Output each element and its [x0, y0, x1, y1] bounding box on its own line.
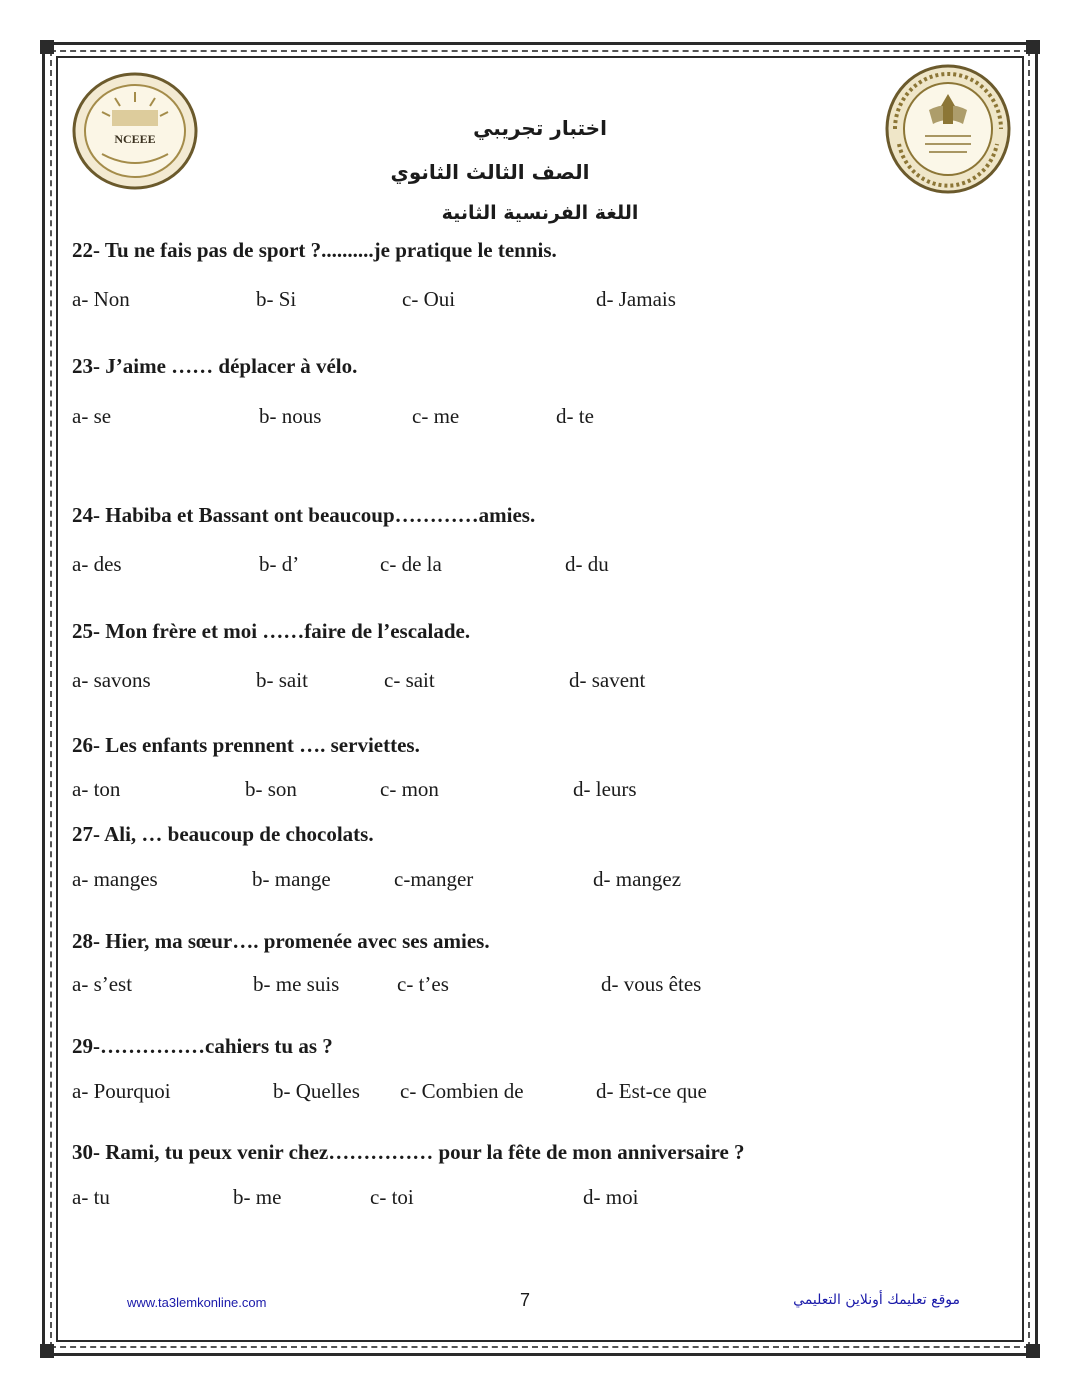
question-24: 24- Habiba et Bassant ont beaucoup…………amies. — [72, 503, 536, 527]
option-b[interactable]: b- son — [245, 777, 297, 801]
option-c[interactable]: c- Oui — [402, 287, 456, 311]
option-b[interactable]: b- Quelles — [273, 1079, 360, 1103]
option-d[interactable]: d- mangez — [593, 867, 682, 891]
border-corner — [40, 40, 54, 54]
option-b[interactable]: b- d’ — [259, 552, 300, 576]
option-c[interactable]: c- me — [412, 404, 460, 428]
border-corner — [40, 1344, 54, 1358]
option-d[interactable]: d- Jamais — [596, 287, 676, 311]
border-corner — [1026, 40, 1040, 54]
logo-text: NCEEE — [114, 132, 156, 146]
option-c[interactable]: c- sait — [384, 668, 435, 692]
option-d[interactable]: d- du — [565, 552, 609, 576]
option-c[interactable]: c- de la — [380, 552, 442, 576]
option-a[interactable]: a- des — [72, 552, 122, 576]
option-d[interactable]: d- te — [556, 404, 594, 428]
option-a[interactable]: a- savons — [72, 668, 151, 692]
question-29: 29-……………cahiers tu as ? — [72, 1034, 333, 1058]
option-b[interactable]: b- Si — [256, 287, 297, 311]
option-a[interactable]: a- se — [72, 404, 112, 428]
question-25: 25- Mon frère et moi ……faire de l’escalade. — [72, 619, 471, 643]
question-22: 22- Tu ne fais pas de sport ?..........je pratique le tennis. — [72, 238, 557, 262]
subject-line: اللغة الفرنسية الثانية — [441, 202, 639, 224]
option-b[interactable]: b- me suis — [253, 972, 340, 996]
exam-title: اختبار تجريبي — [473, 116, 607, 140]
option-a[interactable]: a- ton — [72, 777, 121, 801]
option-c[interactable]: c- t’es — [397, 972, 449, 996]
option-c[interactable]: c- toi — [370, 1185, 414, 1209]
option-d[interactable]: d- savent — [569, 668, 646, 692]
page-number: 7 — [520, 1290, 531, 1310]
footer-website-link[interactable]: www.ta3lemkonline.com — [127, 1295, 267, 1310]
option-b[interactable]: b- nous — [259, 404, 322, 428]
option-a[interactable]: a- tu — [72, 1185, 110, 1209]
question-27: 27- Ali, … beaucoup de chocolats. — [72, 822, 374, 846]
option-d[interactable]: d- moi — [583, 1185, 639, 1209]
question-26: 26- Les enfants prennent …. serviettes. — [72, 733, 420, 757]
option-d[interactable]: d- leurs — [573, 777, 637, 801]
border-corner — [1026, 1344, 1040, 1358]
option-a[interactable]: a- s’est — [72, 972, 133, 996]
option-a[interactable]: a- manges — [72, 867, 158, 891]
option-c[interactable]: c- Combien de — [400, 1079, 524, 1103]
option-a[interactable]: a- Pourquoi — [72, 1079, 171, 1103]
option-a[interactable]: a- Non — [72, 287, 130, 311]
question-28: 28- Hier, ma sœur…. promenée avec ses amies. — [72, 929, 490, 953]
option-d[interactable]: d- Est-ce que — [596, 1079, 707, 1103]
question-30: 30- Rami, tu peux venir chez…………… pour la fête de mon anniversaire ? — [72, 1140, 745, 1164]
option-d[interactable]: d- vous êtes — [601, 972, 702, 996]
option-c[interactable]: c-manger — [394, 867, 474, 891]
option-c[interactable]: c- mon — [380, 777, 439, 801]
option-b[interactable]: b- mange — [252, 867, 331, 891]
option-b[interactable]: b- sait — [256, 668, 308, 692]
grade-line: الصف الثالث الثانوي — [390, 160, 590, 184]
footer-site-name: موقع تعليمك أونلاين التعليمي — [793, 1292, 960, 1308]
question-23: 23- J’aime …… déplacer à vélo. — [72, 354, 358, 378]
option-b[interactable]: b- me — [233, 1185, 282, 1209]
